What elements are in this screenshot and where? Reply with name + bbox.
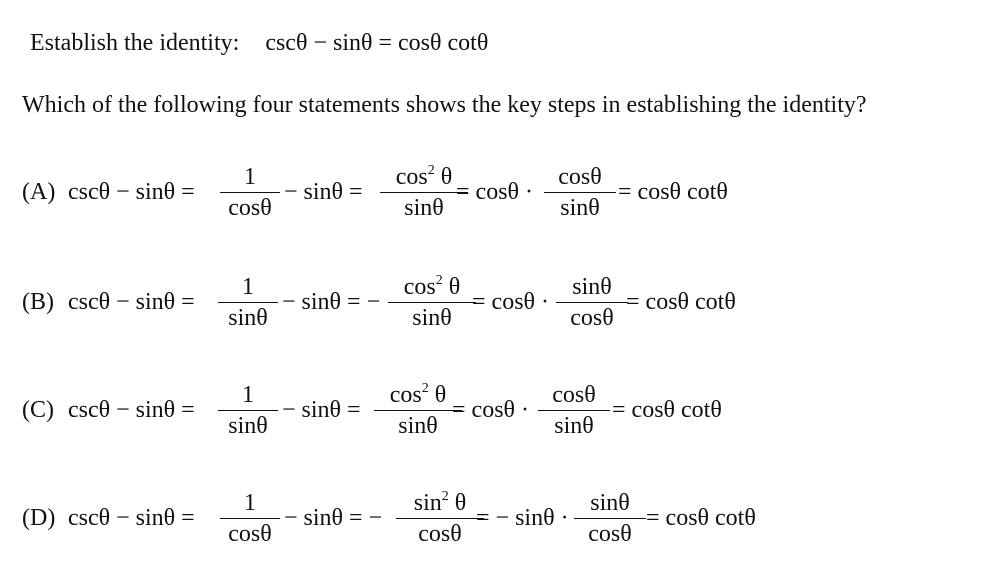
option-label: (C) xyxy=(22,396,54,423)
numerator-exponent: 2 xyxy=(421,380,429,396)
fraction-numerator xyxy=(408,488,473,518)
fraction-denominator: sinθ xyxy=(228,304,268,331)
fraction-numerator: cosθ xyxy=(558,163,602,190)
fraction-3 xyxy=(574,478,646,558)
fraction-1 xyxy=(220,152,280,232)
option-lhs: cscθ − sinθ = xyxy=(68,396,195,423)
fraction-numerator xyxy=(390,162,459,192)
numerator-tail: θ xyxy=(442,273,461,300)
fraction-denominator: sinθ xyxy=(228,412,268,439)
fraction-numerator xyxy=(398,272,467,302)
fraction-numerator: sinθ xyxy=(572,273,612,300)
numerator-tail: θ xyxy=(428,381,447,408)
prompt-label: Establish the identity: xyxy=(30,30,240,56)
numerator-base: cos xyxy=(395,163,428,190)
fraction-3 xyxy=(544,152,616,232)
fraction-denominator: sinθ xyxy=(554,412,594,439)
option-middle-2: = cosθ · xyxy=(452,396,530,423)
option-a[interactable] xyxy=(22,152,982,232)
fraction-numerator: 1 xyxy=(242,381,254,408)
fraction-denominator: sinθ xyxy=(404,194,444,221)
option-label: (D) xyxy=(22,504,56,531)
problem-prompt xyxy=(30,30,488,57)
option-middle-1: − sinθ = − xyxy=(284,504,383,531)
fraction-3 xyxy=(556,262,628,342)
fraction-numerator xyxy=(384,380,453,410)
option-d[interactable] xyxy=(22,478,982,558)
fraction-denominator: cosθ xyxy=(228,194,272,221)
fraction-1 xyxy=(218,262,278,342)
numerator-tail: θ xyxy=(448,489,467,516)
option-c[interactable] xyxy=(22,370,982,450)
question-text: Which of the following four statements shows the key steps in establishing the identity? xyxy=(22,92,867,118)
fraction-numerator: cosθ xyxy=(552,381,596,408)
fraction-denominator: cosθ xyxy=(588,520,632,547)
option-label: (A) xyxy=(22,178,56,205)
numerator-exponent: 2 xyxy=(435,272,443,288)
numerator-exponent: 2 xyxy=(441,488,449,504)
numerator-base: cos xyxy=(403,273,436,300)
option-b[interactable] xyxy=(22,262,982,342)
fraction-denominator: cosθ xyxy=(418,520,462,547)
fraction-denominator: cosθ xyxy=(228,520,272,547)
option-label: (B) xyxy=(22,288,54,315)
fraction-denominator: sinθ xyxy=(412,304,452,331)
numerator-base: cos xyxy=(389,381,422,408)
option-rhs: = cosθ cotθ xyxy=(646,504,756,531)
option-lhs: cscθ − sinθ = xyxy=(68,178,195,205)
fraction-3 xyxy=(538,370,610,450)
option-rhs: = cosθ cotθ xyxy=(626,288,736,315)
numerator-exponent: 2 xyxy=(427,162,435,178)
fraction-1 xyxy=(218,370,278,450)
numerator-base: sin xyxy=(413,489,442,516)
fraction-2 xyxy=(388,262,476,342)
fraction-denominator: sinθ xyxy=(398,412,438,439)
option-rhs: = cosθ cotθ xyxy=(618,178,728,205)
option-middle-1: − sinθ = xyxy=(282,396,361,423)
fraction-denominator: sinθ xyxy=(560,194,600,221)
fraction-2 xyxy=(374,370,462,450)
prompt-identity: cscθ − sinθ = cosθ cotθ xyxy=(265,30,489,56)
option-middle-2: = cosθ · xyxy=(456,178,534,205)
option-rhs: = cosθ cotθ xyxy=(612,396,722,423)
option-middle-2: = − sinθ · xyxy=(476,504,569,531)
numerator-tail: θ xyxy=(434,163,453,190)
option-lhs: cscθ − sinθ = xyxy=(68,288,195,315)
fraction-numerator: 1 xyxy=(244,163,256,190)
fraction-2 xyxy=(380,152,468,232)
fraction-2 xyxy=(396,478,484,558)
fraction-denominator: cosθ xyxy=(570,304,614,331)
fraction-numerator: sinθ xyxy=(590,489,630,516)
option-middle-1: − sinθ = − xyxy=(282,288,381,315)
fraction-1 xyxy=(220,478,280,558)
fraction-numerator: 1 xyxy=(242,273,254,300)
fraction-numerator: 1 xyxy=(244,489,256,516)
option-middle-2: = cosθ · xyxy=(472,288,550,315)
option-lhs: cscθ − sinθ = xyxy=(68,504,195,531)
option-middle-1: − sinθ = xyxy=(284,178,363,205)
